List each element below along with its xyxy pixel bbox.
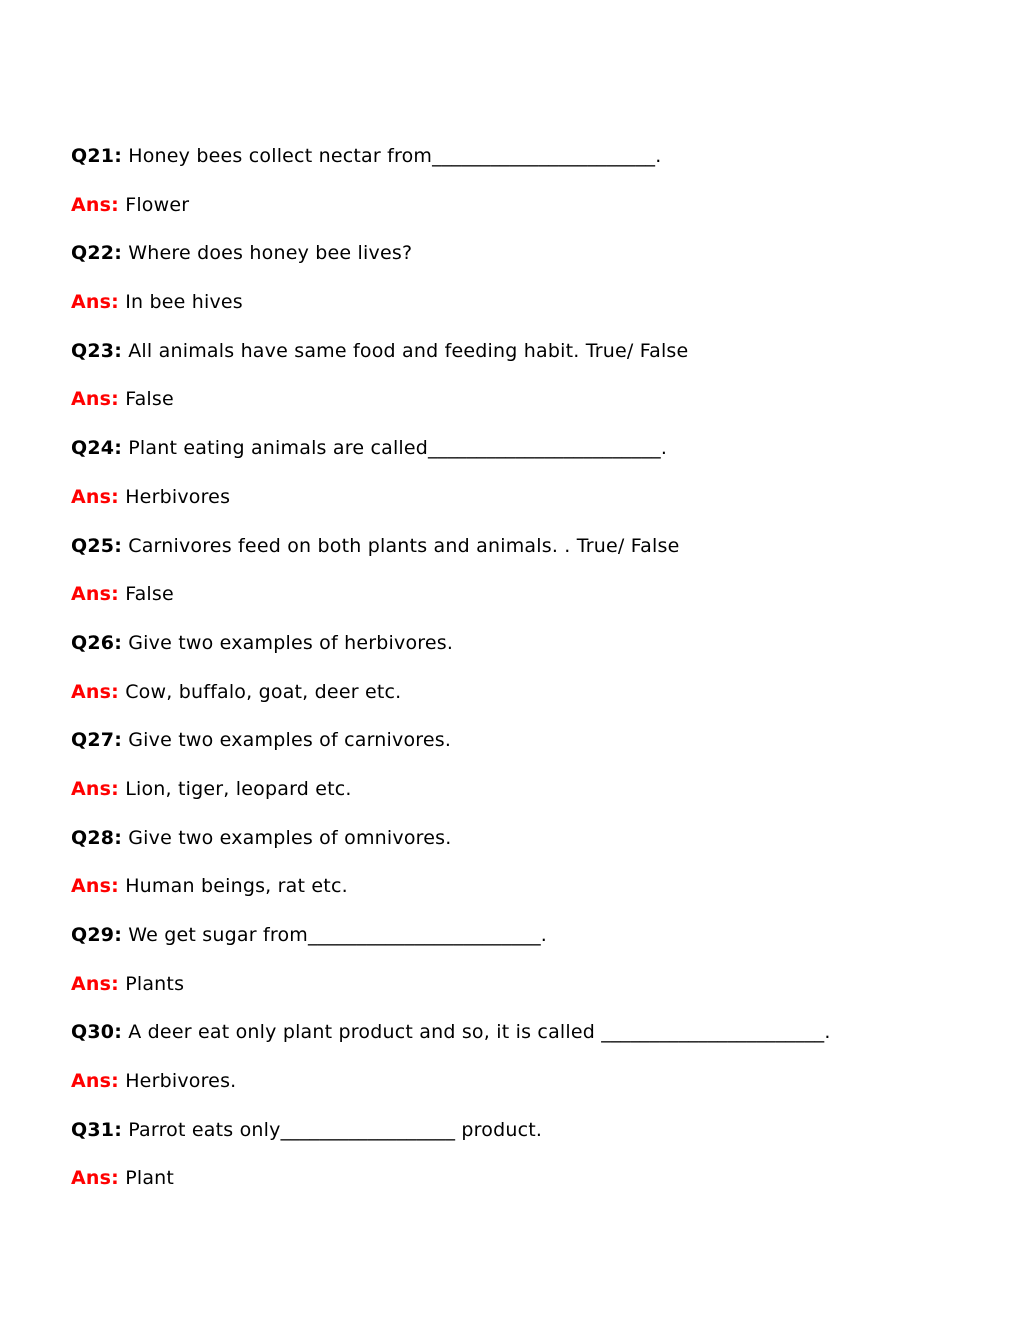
- answer-text: False: [118, 583, 174, 606]
- answer-text: Plants: [118, 972, 185, 995]
- question-text: Carnivores feed on both plants and animals. . True/ False: [122, 534, 680, 557]
- question-label: Q23:: [71, 339, 122, 362]
- question-label: Q30:: [71, 1021, 122, 1044]
- question-label: Q26:: [71, 631, 122, 654]
- question-label: Q29:: [71, 924, 122, 946]
- question-text: Honey bees collect nectar from_______________________.: [122, 145, 662, 167]
- answer-23: [71, 386, 971, 435]
- answer-label: Ans:: [71, 680, 119, 703]
- question-label: Q21:: [71, 145, 122, 167]
- question-25: [71, 533, 971, 582]
- answer-24: [71, 484, 971, 533]
- answer-22: [71, 289, 971, 338]
- question-27: [71, 727, 971, 776]
- answer-text: Lion, tiger, leopard etc.: [118, 777, 352, 800]
- answer-25: [71, 581, 971, 630]
- answer-text: Herbivores: [118, 485, 231, 508]
- question-26: [71, 630, 971, 679]
- answer-26: [71, 679, 971, 728]
- answer-text: False: [118, 388, 174, 411]
- answer-label: Ans:: [71, 1167, 119, 1190]
- question-text: All animals have same food and feeding habit. True/ False: [122, 339, 689, 362]
- answer-label: Ans:: [71, 193, 119, 216]
- question-label: Q28:: [71, 826, 122, 849]
- question-28: [71, 825, 971, 874]
- answer-label: Ans:: [71, 777, 119, 800]
- question-text: We get sugar from________________________.: [122, 924, 548, 946]
- question-text: Give two examples of omnivores.: [122, 826, 452, 849]
- answer-label: Ans:: [71, 485, 119, 508]
- question-label: Q22:: [71, 242, 122, 265]
- question-label: Q25:: [71, 534, 122, 557]
- answer-text: Herbivores.: [118, 1070, 237, 1093]
- question-31: [71, 1117, 971, 1166]
- question-24: [71, 435, 971, 484]
- question-text: Plant eating animals are called________________________.: [122, 437, 668, 460]
- answer-27: [71, 776, 971, 825]
- answer-30: [71, 1068, 971, 1117]
- question-30: [71, 1019, 971, 1068]
- answer-label: Ans:: [71, 291, 119, 314]
- question-label: Q27:: [71, 729, 122, 752]
- answer-text: Cow, buffalo, goat, deer etc.: [118, 680, 402, 703]
- question-text: Give two examples of herbivores.: [122, 631, 454, 654]
- answer-21: [71, 192, 971, 241]
- question-label: Q31:: [71, 1118, 122, 1141]
- question-text: Give two examples of carnivores.: [122, 729, 452, 752]
- worksheet-page: [71, 143, 971, 1214]
- question-text: A deer eat only plant product and so, it is called _______________________.: [122, 1021, 831, 1044]
- answer-31: [71, 1165, 971, 1214]
- question-text: Where does honey bee lives?: [122, 242, 413, 265]
- answer-label: Ans:: [71, 1070, 119, 1093]
- question-23: [71, 338, 971, 387]
- question-22: [71, 240, 971, 289]
- answer-label: Ans:: [71, 972, 119, 995]
- answer-label: Ans:: [71, 583, 119, 606]
- answer-text: Human beings, rat etc.: [118, 875, 348, 898]
- answer-28: [71, 873, 971, 922]
- question-text: Parrot eats only__________________ product.: [122, 1118, 543, 1141]
- answer-text: In bee hives: [118, 291, 243, 314]
- answer-text: Flower: [118, 193, 190, 216]
- answer-label: Ans:: [71, 388, 119, 411]
- answer-29: [71, 971, 971, 1020]
- answer-text: Plant: [118, 1167, 175, 1190]
- question-29: [71, 922, 971, 971]
- question-21: [71, 143, 971, 192]
- question-label: Q24:: [71, 437, 122, 460]
- answer-label: Ans:: [71, 875, 119, 898]
